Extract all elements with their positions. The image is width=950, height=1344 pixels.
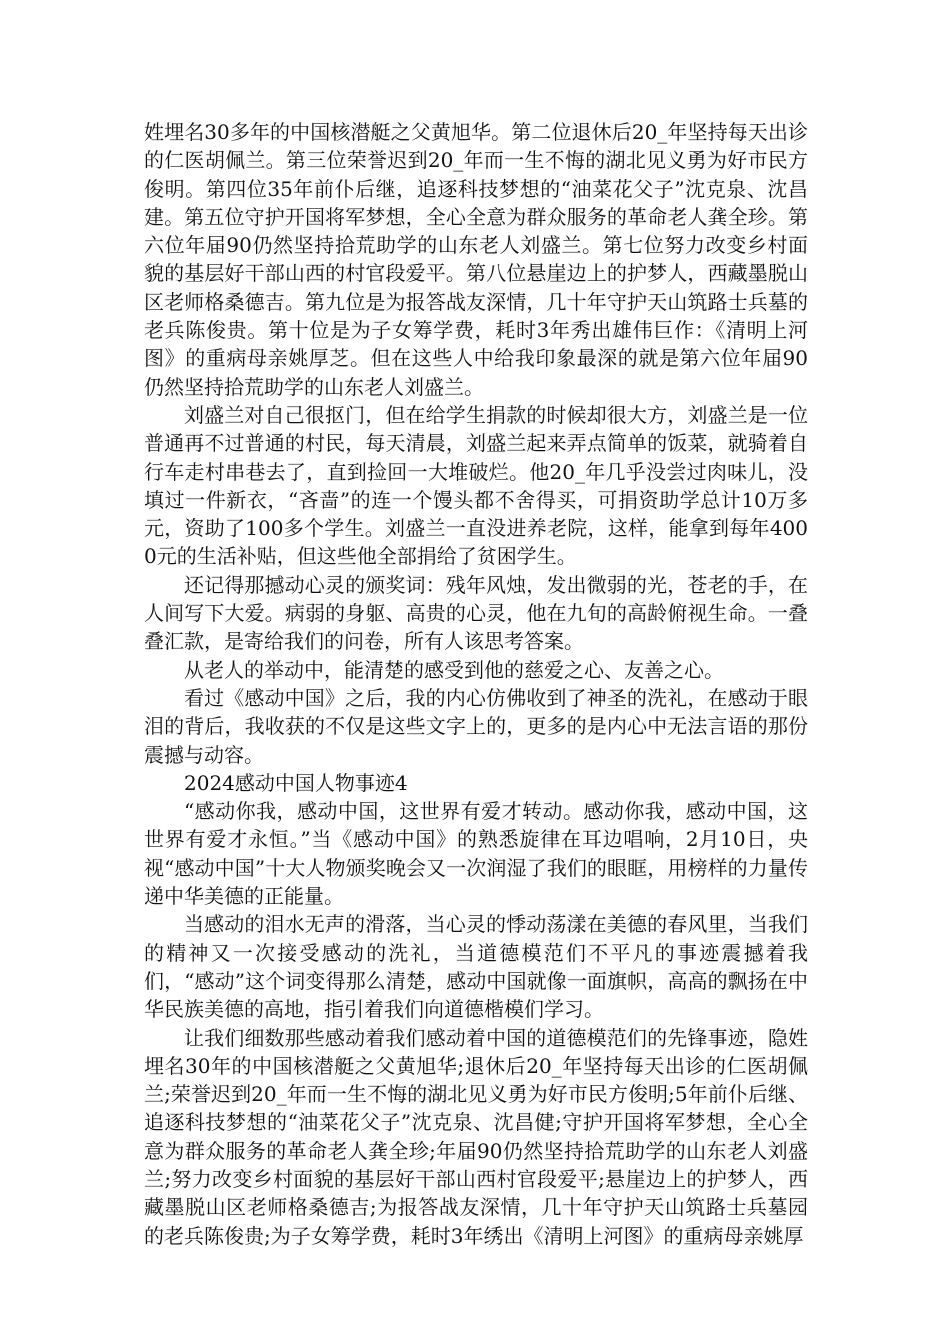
paragraph-moved-tears: 当感动的泪水无声的滑落，当心灵的悸动荡漾在美德的春风里，当我们的精神又一次接受感动的洗礼，当道德模范们不平凡的事迹震撼着我们，“感动”这个词变得那么清楚，感动中国就像一面旗帜，高高的飘扬在中华民族美德的高地，指引着我们向道德楷模们学习。 bbox=[144, 912, 808, 1022]
paragraph-role-models: 让我们细数那些感动着我们感动着中国的道德模范们的先锋事迹，隐姓埋名30年的中国核潜艇之父黄旭华;退休后20_年坚持每天出诊的仁医胡佩兰;荣誉迟到20_年而一生不悔的湖北见义勇为好市民方俊明;5年前仆后继、追逐科技梦想的“油菜花父子”沈克泉、沈昌健;守护开国将军梦想，全心全意为群众服务的革命老人龚全珍;年届90仍然坚持拾荒助学的山东老人刘盛兰;努力改变乡村面貌的基层好干部山西村官段爱平;悬崖边上的护梦人，西藏墨脱山区老师格桑德吉;为报答战友深情，几十年守护天山筑路士兵墓园的老兵陈俊贵;为子女筹学费，耗时3年绣出《清明上河图》的重病母亲姚厚 bbox=[144, 1025, 808, 1248]
paragraph-kindness: 从老人的举动中，能清楚的感受到他的慈爱之心、友善之心。 bbox=[184, 657, 724, 682]
paragraph-award-speech: 还记得那撼动心灵的颁奖词：残年风烛，发出微弱的光，苍老的手，在人间写下大爱。病弱的身躯、高贵的心灵，他在九旬的高龄俯视生命。一叠叠汇款，是寄给我们的问卷，所有人该思考答案。 bbox=[144, 572, 808, 654]
paragraph-reflection: 看过《感动中国》之后，我的内心仿佛收到了神圣的洗礼，在感动于眼泪的背后，我收获的不仅是这些文字上的，更多的是内心中无法言语的那份震撼与动容。 bbox=[144, 685, 808, 767]
paragraph-theme-song: “感动你我，感动中国，这世界有爱才转动。感动你我，感动中国，这世界有爱才永恒。”当《感动中国》的熟悉旋律在耳边唱响，2月10日，央视“感动中国”十大人物颁奖晚会又一次润湿了我们的眼眶，用榜样的力量传递中华美德的正能量。 bbox=[144, 799, 808, 909]
document-page bbox=[144, 118, 808, 1250]
paragraph-liu-shenglan: 刘盛兰对自己很抠门，但在给学生捐款的时候却很大方，刘盛兰是一位普通再不过普通的村民，每天清晨，刘盛兰起来弄点简单的饭菜，就骑着自行车走村串巷去了，直到捡回一大堆破烂。他20_年几乎没尝过肉味儿，没填过一件新衣，“吝啬”的连一个馒头都不舍得买，可捐资助学总计10万多元，资助了100多个学生。刘盛兰一直没进养老院，这样，能拿到每年4000元的生活补贴，但这些他全部捐给了贫困学生。 bbox=[144, 402, 808, 569]
section-heading: 2024感动中国人物事迹4 bbox=[184, 770, 408, 795]
paragraph-continuation: 姓埋名30多年的中国核潜艇之父黄旭华。第二位退休后20_年坚持每天出诊的仁医胡佩兰。第三位荣誉迟到20_年而一生不悔的湖北见义勇为好市民方俊明。第四位35年前仆后继，追逐科技梦想的“油菜花父子”沈克泉、沈昌建。第五位守护开国将军梦想，全心全意为群众服务的革命老人龚全珍。第六位年届90仍然坚持拾荒助学的山东老人刘盛兰。第七位努力改变乡村面貌的基层好干部山西的村官段爱平。第八位悬崖边上的护梦人，西藏墨脱山区老师格桑德吉。第九位是为报答战友深情，几十年守护天山筑路士兵墓的老兵陈俊贵。第十位是为子女筹学费，耗时3年秀出雄伟巨作：《清明上河图》的重病母亲姚厚芝。但在这些人中给我印象最深的就是第六位年届90仍然坚持拾荒助学的山东老人刘盛兰。 bbox=[144, 120, 808, 399]
